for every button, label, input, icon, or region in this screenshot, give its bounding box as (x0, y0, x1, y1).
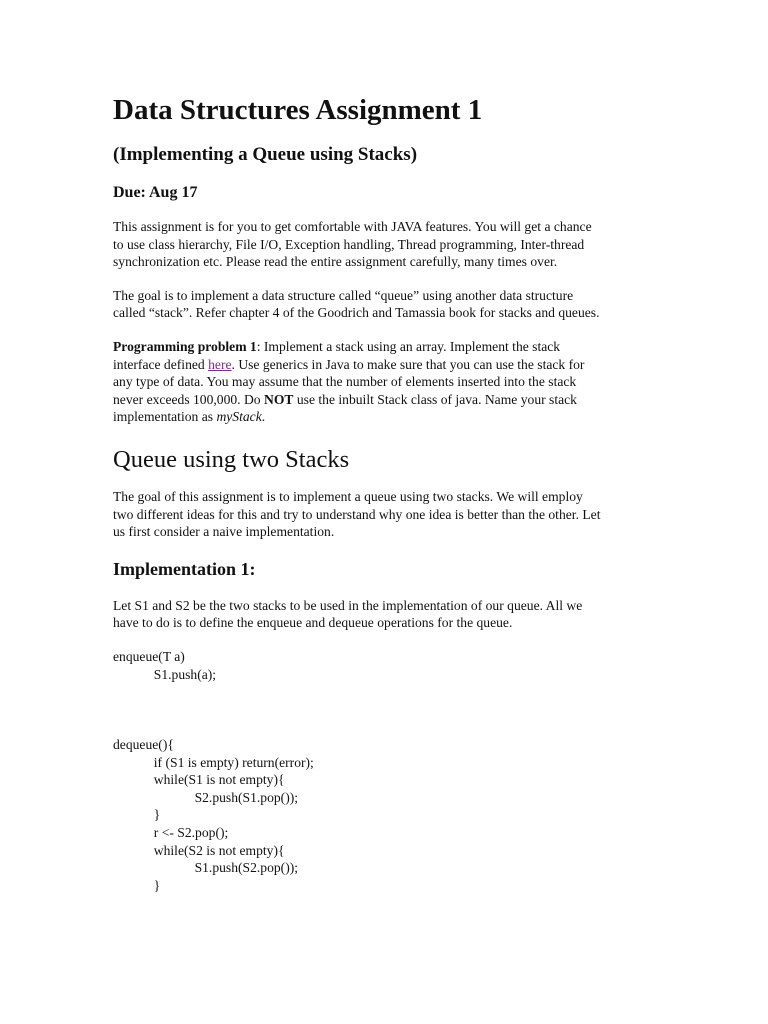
section-paragraph (113, 488, 661, 541)
code-line-dequeue: } (113, 807, 161, 823)
problem-line (113, 356, 661, 374)
problem-line (113, 391, 661, 409)
due-date: Due: Aug 17 (113, 184, 198, 201)
intro-paragraph (113, 218, 661, 271)
stack-interface-link[interactable]: here (208, 356, 232, 372)
section-heading: Queue using two Stacks (113, 445, 350, 473)
code-line-dequeue: while(S1 is not empty){ (113, 772, 285, 788)
programming-problem-paragraph (113, 338, 661, 426)
section-line: us first consider a naive implementation. (113, 524, 335, 540)
intro-line: This assignment is for you to get comfortable with JAVA features. You will get a chance (113, 219, 592, 234)
intro-line: synchronization etc. Please read the entire assignment carefully, many times over. (113, 254, 558, 270)
problem-text: use the inbuilt Stack class of java. Name your stack (293, 391, 577, 407)
problem-text: . (261, 409, 266, 425)
intro-line: to use class hierarchy, File I/O, Exception handling, Thread programming, Inter-thread (113, 236, 585, 252)
code-line-dequeue: } (113, 877, 161, 893)
implementation-line: have to do is to define the enqueue and dequeue operations for the queue. (113, 615, 513, 631)
code-line-enqueue: S1.push(a); (113, 666, 217, 682)
goal-line: The goal is to implement a data structure called “queue” using another data structure (113, 287, 574, 303)
mystack-name: myStack (216, 409, 262, 425)
problem-text: interface defined (113, 356, 209, 372)
implementation-line: Let S1 and S2 be the two stacks to be used in the implementation of our queue. All we (113, 597, 583, 613)
problem-text: . Use generics in Java to make sure that you can use the stack for (231, 356, 585, 372)
implementation-heading: Implementation 1: (113, 558, 256, 579)
code-line-dequeue: S1.push(S2.pop()); (113, 860, 299, 876)
document-subtitle: (Implementing a Queue using Stacks) (113, 144, 418, 165)
code-block (113, 648, 661, 895)
problem-line (113, 408, 661, 426)
section-line: two different ideas for this and try to understand why one idea is better than the other. Let (113, 506, 601, 522)
code-spacer (113, 683, 661, 736)
problem-line (113, 338, 661, 356)
code-line-dequeue: if (S1 is empty) return(error); (113, 754, 314, 770)
problem-label: Programming problem 1 (113, 338, 257, 354)
code-line-dequeue: S2.push(S1.pop()); (113, 789, 299, 805)
problem-text: never exceeds 100,000. Do (113, 391, 264, 407)
code-line-enqueue: enqueue(T a) (113, 648, 185, 664)
code-line-dequeue: dequeue(){ (113, 737, 174, 753)
problem-text: : Implement a stack using an array. Implement the stack (256, 338, 561, 354)
problem-line: any type of data. You may assume that the number of elements inserted into the stack (113, 374, 577, 390)
goal-line: called “stack”. Refer chapter 4 of the Goodrich and Tamassia book for stacks and queues. (113, 305, 600, 321)
goal-paragraph (113, 287, 661, 322)
not-emphasis: NOT (264, 391, 294, 407)
code-line-dequeue: r <- S2.pop(); (113, 825, 229, 841)
document-page (113, 92, 661, 894)
code-line-dequeue: while(S2 is not empty){ (113, 842, 285, 858)
document-title: Data Structures Assignment 1 (113, 94, 483, 126)
section-line: The goal of this assignment is to implement a queue using two stacks. We will employ (113, 488, 583, 504)
problem-text: implementation as (113, 409, 217, 425)
implementation-paragraph (113, 597, 661, 632)
